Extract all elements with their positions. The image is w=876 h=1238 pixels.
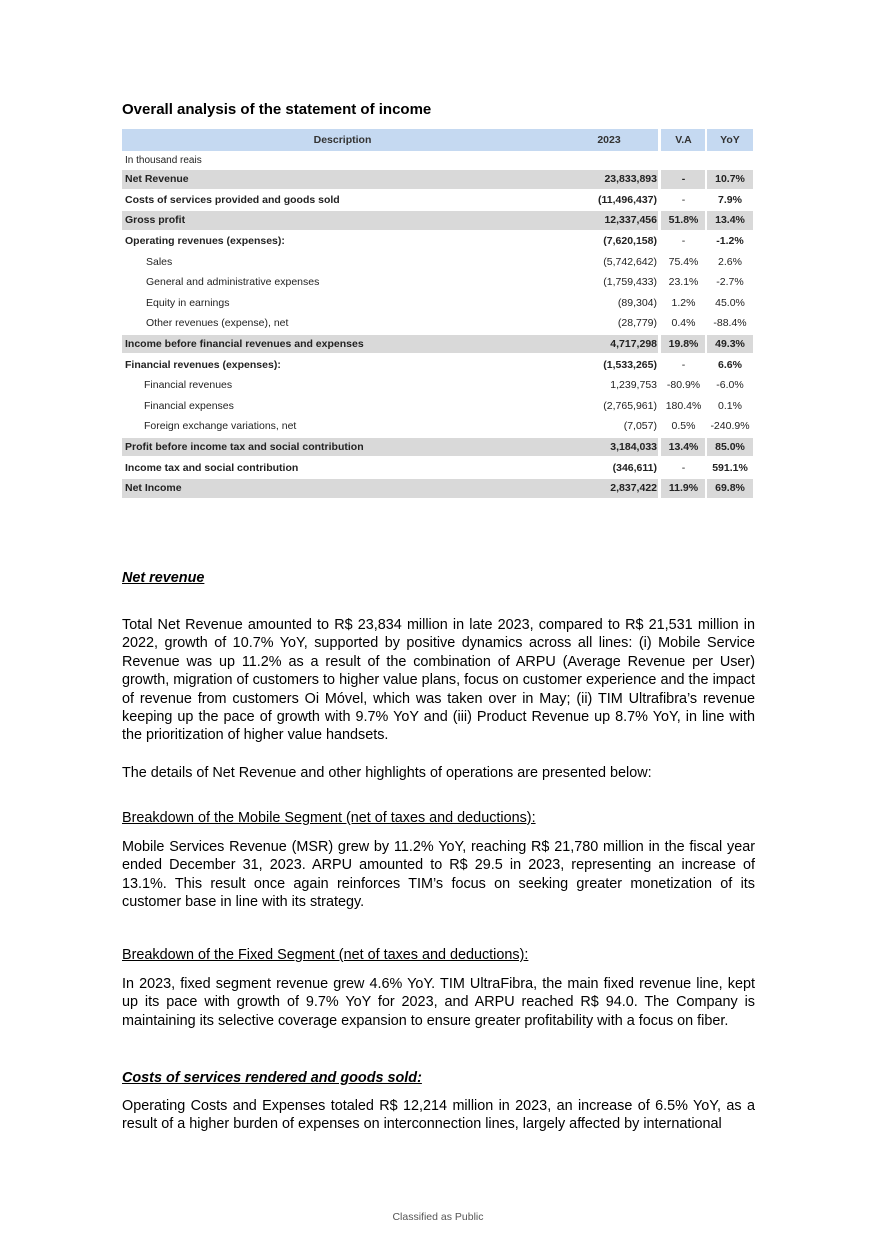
row-label: General and administrative expenses <box>146 276 320 289</box>
row-label: Equity in earnings <box>146 296 230 309</box>
row-label: Gross profit <box>125 214 186 227</box>
table-row <box>122 190 754 211</box>
table-row <box>122 169 754 190</box>
row-yoy: 7.9% <box>718 193 742 206</box>
costs-paragraph: Operating Costs and Expenses totaled R$ 12,214 million in 2023, an increase of 6.5% YoY, as a result of a higher burden of expenses on interconnection lines, largely affected by international <box>122 1098 755 1133</box>
row-va: 1.2% <box>671 296 696 309</box>
row-value: (1,759,433) <box>603 276 657 289</box>
row-yoy: -88.4% <box>713 317 747 330</box>
row-value: 4,717,298 <box>610 338 657 351</box>
row-value: 12,337,456 <box>604 214 657 227</box>
row-yoy: 10.7% <box>715 173 745 186</box>
row-va: 51.8% <box>668 214 699 227</box>
row-yoy: -240.9% <box>710 420 750 433</box>
row-label: Costs of services provided and goods sold <box>125 193 340 206</box>
row-va: 75.4% <box>668 255 699 268</box>
row-label: Sales <box>146 255 173 268</box>
income-statement-table <box>122 129 754 499</box>
table-row <box>122 210 754 231</box>
table-caption <box>122 151 754 169</box>
table-row <box>122 251 754 272</box>
table-row <box>122 437 754 458</box>
net-revenue-paragraph: Total Net Revenue amounted to R$ 23,834 million in late 2023, compared to R$ 21,531 million in 2022, growth of 10.7% YoY, supported by positive dynamics across all lines: (i) Mobile Service Revenue was up 11.2% as a result of the combination of ARPU (Average Revenue per User) growth, migration of customers to higher value plans, focus on customer experience and the impact of revenue from customers Oi Móvel, which was taken over in May; (ii) TIM Ultrafibra’s revenue keeping up the pace of growth with 9.7% YoY and (iii) Product Revenue up 8.7% YoY, in line with the prioritization of higher value handsets. <box>122 617 755 744</box>
row-label: Profit before income tax and social contribution <box>125 441 364 454</box>
row-yoy: 85.0% <box>715 441 745 454</box>
row-va: 0.5% <box>671 420 696 433</box>
row-label: Income before financial revenues and expenses <box>125 338 364 351</box>
row-value: (2,765,961) <box>603 399 657 412</box>
table-row <box>122 313 754 334</box>
row-va: - <box>681 358 686 371</box>
section-title: Overall analysis of the statement of income <box>122 101 432 118</box>
row-value: 2,837,422 <box>610 482 657 495</box>
fixed-segment-paragraph: In 2023, fixed segment revenue grew 4.6% YoY. TIM UltraFibra, the main fixed revenue line, kept up its pace with growth of 9.7% YoY for 2023, and ARPU reached R$ 94.0. The Company is maintaining its selective coverage expansion to ensure greater profitability with a focus on fiber. <box>122 976 755 1029</box>
table-row <box>122 375 754 396</box>
row-va: 19.8% <box>668 338 699 351</box>
row-label: Financial revenues (expenses): <box>125 358 281 371</box>
row-value: (7,057) <box>623 420 657 433</box>
row-value: (5,742,642) <box>603 255 657 268</box>
classification-footer: Classified as Public <box>392 1211 484 1223</box>
row-va: 180.4% <box>665 399 702 412</box>
header-description: Description <box>313 134 372 146</box>
row-yoy: 13.4% <box>715 214 745 227</box>
row-yoy: 49.3% <box>715 338 745 351</box>
row-yoy: -2.7% <box>716 276 744 289</box>
table-row <box>122 416 754 437</box>
row-label: Foreign exchange variations, net <box>144 420 297 433</box>
row-label: Financial revenues <box>144 379 233 392</box>
table-row <box>122 231 754 252</box>
row-va: - <box>681 193 686 206</box>
row-value: (11,496,437) <box>598 193 657 206</box>
row-va: -80.9% <box>666 379 701 392</box>
row-label: Financial expenses <box>144 399 234 412</box>
row-va: 11.9% <box>668 482 699 495</box>
table-row <box>122 457 754 478</box>
header-va: V.A <box>675 134 692 146</box>
row-va: - <box>681 235 686 248</box>
row-value: (346,611) <box>612 461 657 474</box>
row-yoy: -6.0% <box>716 379 744 392</box>
row-va: 23.1% <box>668 276 699 289</box>
row-yoy: 0.1% <box>718 399 742 412</box>
row-label: Income tax and social contribution <box>125 461 299 474</box>
row-value: (89,304) <box>617 296 657 309</box>
row-va: - <box>681 461 686 474</box>
row-yoy: 6.6% <box>718 358 742 371</box>
table-row <box>122 334 754 355</box>
row-value: (28,779) <box>617 317 657 330</box>
row-va: 0.4% <box>671 317 696 330</box>
row-yoy: -1.2% <box>716 235 744 248</box>
row-label: Operating revenues (expenses): <box>125 235 285 248</box>
row-label: Net Income <box>125 482 182 495</box>
header-yoy: YoY <box>720 134 740 146</box>
row-yoy: 69.8% <box>715 482 745 495</box>
net-revenue-heading: Net revenue <box>122 570 205 586</box>
net-revenue-details-paragraph: The details of Net Revenue and other highlights of operations are presented below: <box>122 765 652 781</box>
row-label: Other revenues (expense), net <box>146 317 289 330</box>
row-va: 13.4% <box>668 441 699 454</box>
row-label: Net Revenue <box>125 173 189 186</box>
row-value: (1,533,265) <box>603 358 657 371</box>
row-value: 1,239,753 <box>610 379 657 392</box>
table-row <box>122 478 754 499</box>
table-row <box>122 354 754 375</box>
row-yoy: 2.6% <box>718 255 742 268</box>
table-row <box>122 272 754 293</box>
table-row <box>122 396 754 417</box>
row-va: - <box>681 173 686 186</box>
row-value: 23,833,893 <box>604 173 657 186</box>
table-row <box>122 293 754 314</box>
costs-heading: Costs of services rendered and goods sold: <box>122 1070 422 1086</box>
row-value: (7,620,158) <box>603 235 657 248</box>
fixed-segment-heading: Breakdown of the Fixed Segment (net of taxes and deductions): <box>122 947 529 963</box>
row-yoy: 45.0% <box>715 296 745 309</box>
header-year: 2023 <box>597 134 621 146</box>
table-header <box>122 129 754 151</box>
mobile-segment-heading: Breakdown of the Mobile Segment (net of taxes and deductions): <box>122 810 536 826</box>
row-value: 3,184,033 <box>610 441 657 454</box>
caption-text: In thousand reais <box>125 154 202 166</box>
row-yoy: 591.1% <box>712 461 748 474</box>
mobile-segment-paragraph: Mobile Services Revenue (MSR) grew by 11.2% YoY, reaching R$ 21,780 million in the fiscal year ended December 31, 2023. ARPU amounted to R$ 29.5 in 2023, representing an increase of 13.1%. This result once again reinforces TIM’s focus on seeking greater monetization of its customer base in line with its strategy. <box>122 839 755 911</box>
